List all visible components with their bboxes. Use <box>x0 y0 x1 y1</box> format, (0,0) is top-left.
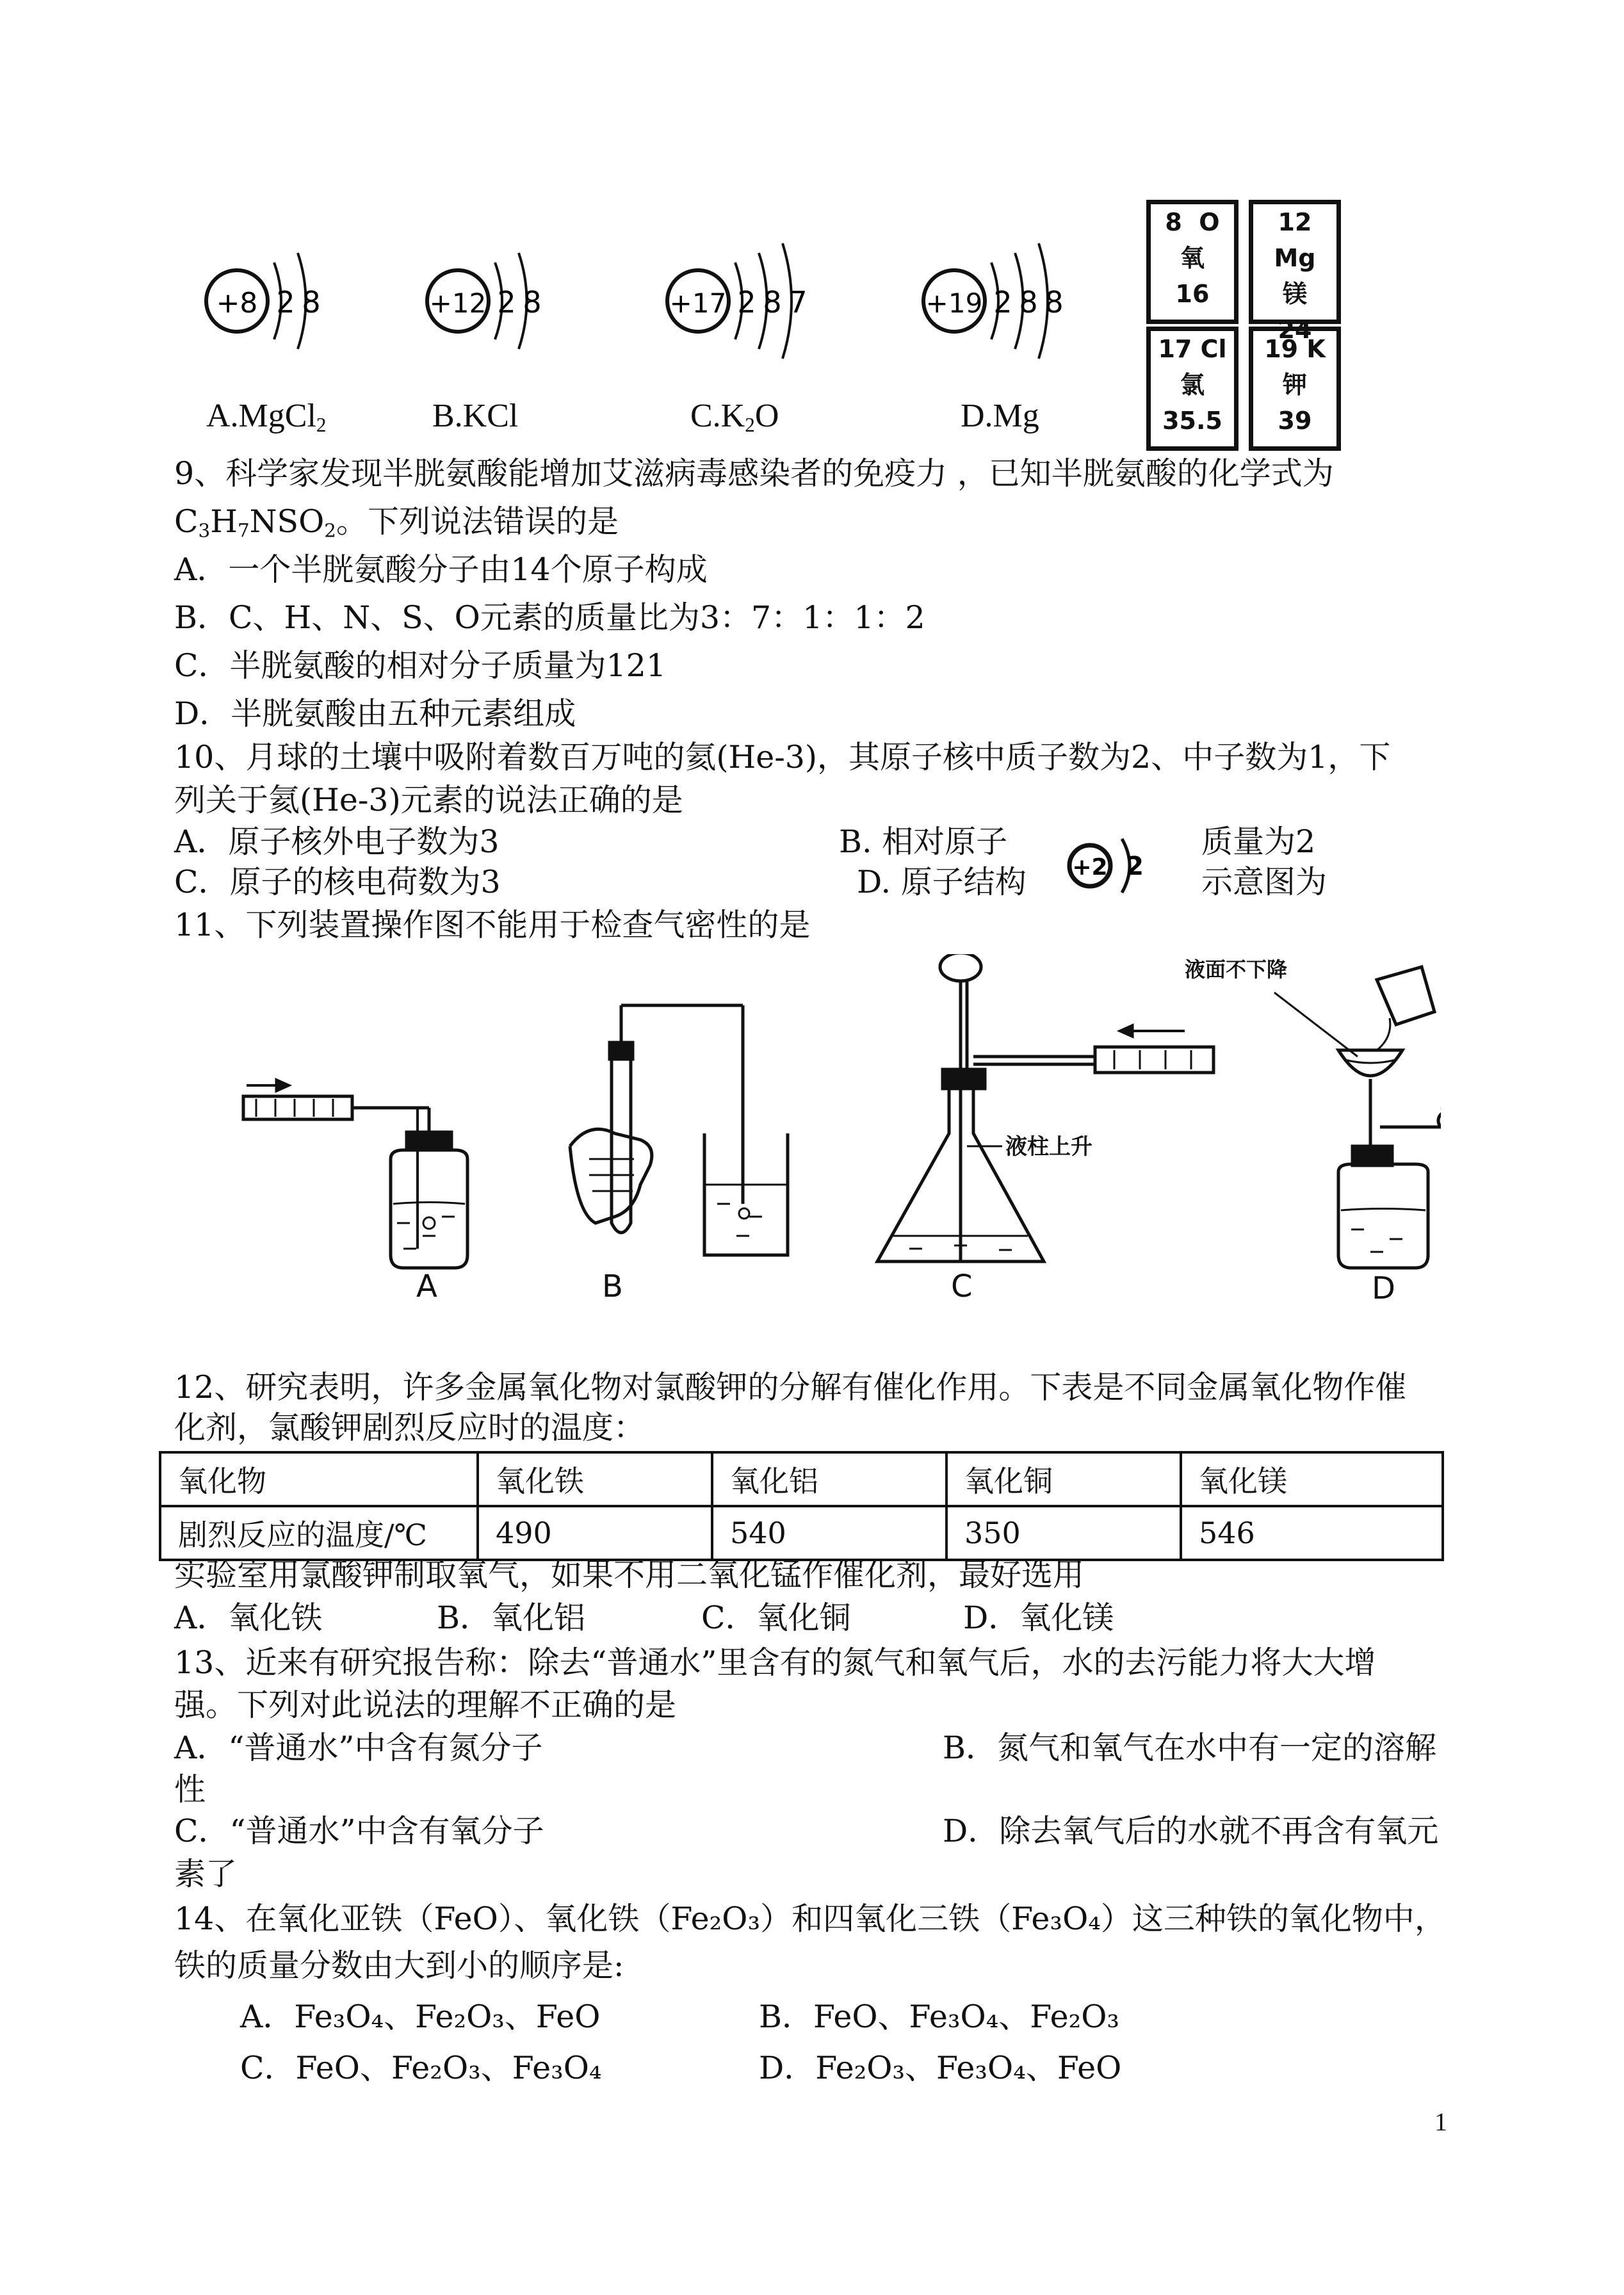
svg-text:2: 2 <box>737 285 756 320</box>
svg-text:+12: +12 <box>429 288 487 319</box>
svg-text:2: 2 <box>276 285 295 320</box>
svg-text:B: B <box>602 1269 623 1304</box>
table-header-cell: 氧化铜 <box>946 1452 1181 1506</box>
apparatus-a <box>243 1080 467 1304</box>
q14-stem-line2: 铁的质量分数由大到小的顺序是: <box>174 1947 624 1984</box>
page-number: 1 <box>1434 2107 1447 2136</box>
option-label-a: A.MgCl$_2$ <box>206 398 327 436</box>
q9-stem-line1: 9、科学家发现半胱氨酸能增加艾滋病毒感染者的免疫力 ，已知半胱氨酸的化学式为 <box>174 455 1334 492</box>
q10-option-b-part1: B. 相对原子 <box>839 823 1008 860</box>
atom-diagram-d <box>923 243 1064 359</box>
q14-stem-line1: 14、在氧化亚铁（FeO）、氧化铁（Fe₂O₃）和四氧化三铁（Fe₃O₄）这三种铁的氧化物中， <box>174 1901 1446 1937</box>
table-header-cell: 氧化铁 <box>478 1452 712 1506</box>
q12-option-a: A．氧化铁 <box>174 1600 323 1636</box>
option-label-b: B.KCl <box>432 398 519 434</box>
svg-text:+2: +2 <box>1072 854 1108 880</box>
table-header-cell: 氧化镁 <box>1181 1452 1443 1506</box>
q12-option-c: C．氧化铜 <box>701 1600 851 1636</box>
svg-text:C: C <box>951 1269 973 1304</box>
q13-option-b-cont: 性 <box>174 1771 206 1808</box>
q12-option-d: D．氧化镁 <box>963 1600 1114 1636</box>
element-box-o: 8 O 氧 16 <box>1146 200 1238 324</box>
svg-text:A: A <box>416 1269 437 1304</box>
q12-option-b: B．氧化铝 <box>437 1600 586 1636</box>
svg-text:7: 7 <box>788 285 808 320</box>
q10-option-b-part2: 质量为2 <box>1201 823 1316 860</box>
table-cell: 剧烈反应的温度/℃ <box>160 1506 478 1560</box>
q9-option-c: C．半胱氨酸的相对分子质量为121 <box>174 647 667 684</box>
svg-text:8: 8 <box>302 285 321 320</box>
q13-option-a: A．“普通水”中含有氮分子 <box>174 1730 543 1766</box>
q10-option-c: C．原子的核电荷数为3 <box>174 864 501 900</box>
atom-a-nucleus: +8 <box>216 287 258 320</box>
q13-option-d: D．除去氧气后的水就不再含有氧元 <box>943 1813 1439 1849</box>
svg-text:D: D <box>1372 1270 1395 1306</box>
apparatus-b <box>570 1005 788 1304</box>
q11-stem: 11、下列装置操作图不能用于检查气密性的是 <box>174 907 811 943</box>
svg-text:2: 2 <box>497 285 516 320</box>
q9-option-d: D．半胱氨酸由五种元素组成 <box>174 695 576 732</box>
svg-text:液面不下降: 液面不下降 <box>1185 957 1288 982</box>
q14-option-a: A．Fe₃O₄、Fe₂O₃、FeO <box>240 1999 601 2035</box>
element-box-k: 19 K 钾 39 <box>1249 327 1341 451</box>
q14-option-b: B．FeO、Fe₃O₄、Fe₂O₃ <box>759 1999 1120 2035</box>
q9-option-a: A．一个半胱氨酸分子由14个原子构成 <box>174 551 708 588</box>
svg-text:+19: +19 <box>925 288 983 319</box>
q12-stem-line1: 12、研究表明，许多金属氧化物对氯酸钾的分解有催化作用。下表是不同金属氧化物作催 <box>174 1369 1407 1406</box>
svg-text:8: 8 <box>1019 285 1038 320</box>
q13-stem-line1: 13、近来有研究报告称：除去“普通水”里含有的氮气和氧气后，水的去污能力将大大增 <box>174 1644 1376 1681</box>
element-box-mg: 12 Mg 镁 24 <box>1249 200 1341 324</box>
airtightness-apparatus-figure <box>237 954 1441 1313</box>
q13-option-b: B．氮气和氧气在水中有一定的溶解 <box>943 1730 1437 1766</box>
table-cell: 546 <box>1181 1506 1443 1560</box>
table-row <box>160 1506 1443 1560</box>
svg-text:8: 8 <box>1044 285 1064 320</box>
q13-option-d-cont: 素了 <box>174 1856 238 1892</box>
table-header-cell: 氧化铝 <box>712 1452 946 1506</box>
q13-stem-line2: 强。下列对此说法的理解不正确的是 <box>174 1687 677 1723</box>
q14-option-d: D．Fe₂O₃、Fe₃O₄、FeO <box>759 2050 1122 2086</box>
table-header-cell: 氧化物 <box>160 1452 478 1506</box>
atom-diagram-b <box>427 253 542 349</box>
catalyst-temperature-table <box>159 1451 1444 1561</box>
q9-stem-line2: $C_3H_7NSO_2$。下列说法错误的是 <box>174 503 619 542</box>
table-cell: 490 <box>478 1506 712 1560</box>
svg-text:+17: +17 <box>669 288 727 319</box>
q10-stem-line2: 列关于氦(He-3)元素的说法正确的是 <box>174 782 683 818</box>
atom-diagram-c <box>667 243 808 359</box>
q9-option-b: B．C、H、N、S、O元素的质量比为3：7：1：1：2 <box>174 599 925 636</box>
apparatus-d <box>1185 957 1441 1306</box>
svg-text:液柱上升: 液柱上升 <box>1005 1134 1092 1160</box>
apparatus-c <box>877 954 1214 1304</box>
svg-text:8: 8 <box>763 285 782 320</box>
option-label-c: $C.K_2O$ <box>690 398 779 436</box>
table-cell: 540 <box>712 1506 946 1560</box>
element-box-cl: 17 Cl 氯 35.5 <box>1146 327 1238 451</box>
q13-option-c: C．“普通水”中含有氧分子 <box>174 1813 544 1849</box>
q14-option-c: C．FeO、Fe₂O₃、Fe₃O₄ <box>240 2050 602 2086</box>
atom-diagram-a <box>206 253 321 349</box>
q10-stem-line1: 10、月球的土壤中吸附着数百万吨的氦(He-3)，其原子核中质子数为2、中子数为1，下 <box>174 739 1391 775</box>
q10-option-d-part1: D. 原子结构 <box>857 864 1027 900</box>
table-cell: 350 <box>946 1506 1181 1560</box>
svg-text:2: 2 <box>993 285 1012 320</box>
q12-stem-line2: 化剂，氯酸钾剧烈反应时的温度： <box>174 1409 646 1446</box>
table-row <box>160 1452 1443 1506</box>
svg-text:8: 8 <box>523 285 542 320</box>
q12-question: 实验室用氯酸钾制取氧气，如果不用二氧化锰作催化剂，最好选用 <box>174 1557 1085 1593</box>
q10-option-a: A．原子核外电子数为3 <box>174 823 499 860</box>
q10-option-d-part2: 示意图为 <box>1201 864 1328 900</box>
option-label-d: D.Mg <box>961 398 1039 434</box>
svg-text:2: 2 <box>1126 852 1144 881</box>
helium-atom-diagram <box>1063 826 1159 903</box>
